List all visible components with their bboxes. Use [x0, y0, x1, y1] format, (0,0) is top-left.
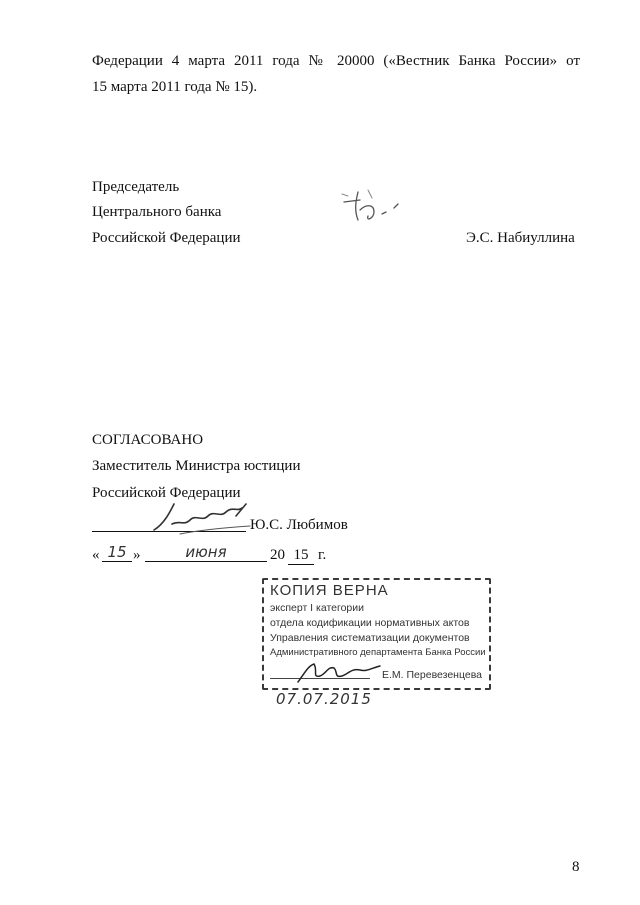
approval-date-month: июня — [145, 543, 267, 562]
approval-date-year-suffix: 15 — [288, 546, 314, 565]
stamp-line-1: эксперт I категории — [270, 602, 364, 614]
stamp-title: КОПИЯ ВЕРНА — [270, 582, 389, 599]
approval-signature — [150, 496, 255, 538]
approval-date-day: 15 — [102, 543, 132, 562]
approval-position-line-2: Российской Федерации — [92, 485, 241, 501]
page-number: 8 — [572, 859, 580, 875]
approval-heading: СОГЛАСОВАНО — [92, 432, 204, 448]
copy-certification-stamp — [262, 578, 491, 690]
approval-position-line-1: Заместитель Министра юстиции — [92, 458, 301, 474]
stamp-line-4: Административного департамента Банка России — [270, 647, 486, 658]
chairman-title-line-2: Центрального банка — [92, 204, 222, 220]
chairman-title-line-1: Председатель — [92, 179, 180, 195]
approval-name: Ю.С. Любимов — [250, 517, 348, 533]
stamp-date: 07.07.2015 — [276, 690, 372, 708]
stamp-signature — [294, 660, 384, 686]
approval-date-quote-open: « — [92, 547, 100, 563]
approval-date-quote-close: » — [133, 547, 141, 563]
stamp-name: Е.М. Перевезенцева — [382, 669, 483, 681]
paragraph-line-1: Федерации 4 марта 2011 года № 20000 («Вестник Банка России» от — [92, 53, 580, 69]
paragraph-line-2: 15 марта 2011 года № 15). — [92, 79, 258, 95]
chairman-name: Э.С. Набиуллина — [466, 230, 575, 246]
chairman-title-line-3: Российской Федерации — [92, 230, 241, 246]
stamp-line-3: Управления систематизации документов — [270, 632, 470, 644]
approval-date-year-prefix: 20 — [270, 547, 285, 563]
chairman-signature — [338, 186, 408, 228]
approval-date-suffix: г. — [318, 547, 327, 563]
stamp-line-2: отдела кодификации нормативных актов — [270, 617, 470, 629]
